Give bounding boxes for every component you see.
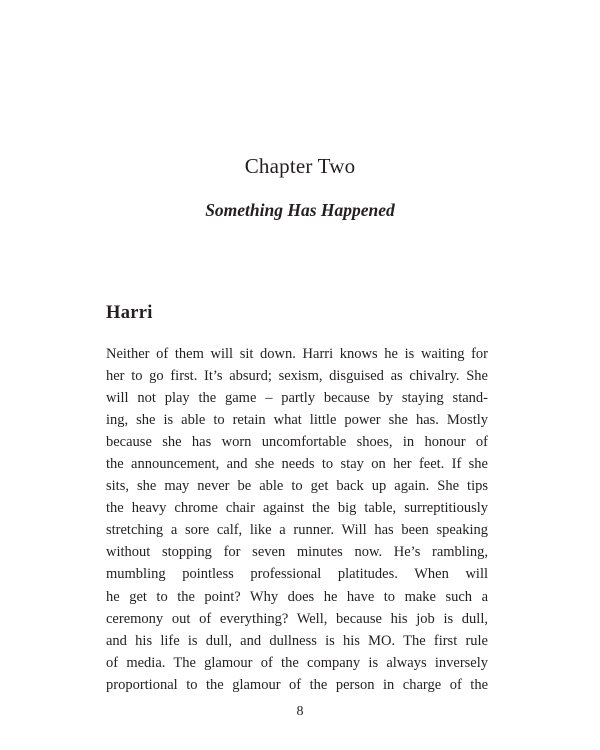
chapter-title: Chapter Two (244, 154, 356, 178)
text-line: proportional to the glamour of the person in charge of the (106, 676, 488, 693)
text-line: Neither of them will sit down. Harri knows he is waiting for (106, 346, 488, 362)
text-line: will not play the game – partly because by staying stand- (106, 390, 488, 407)
text-line: sits, she may never be able to get back up again. She tips (106, 478, 488, 495)
chapter-subtitle: Something Has Happened (205, 200, 395, 220)
body-paragraph (106, 343, 488, 696)
text-line: because she has worn uncomfortable shoes, in honour of (106, 434, 488, 451)
text-line: stretching a sore calf, like a runner. Will has been speaking (106, 522, 488, 539)
text-line: mumbling pointless professional platitudes. When will (106, 566, 488, 583)
text-line: the announcement, and she needs to stay on her feet. If she (106, 456, 488, 473)
page-number: 8 (296, 704, 304, 719)
text-line: the heavy chrome chair against the big table, surreptitiously (106, 500, 488, 517)
text-line: of media. The glamour of the company is always inversely (106, 654, 488, 671)
text-line: without stopping for seven minutes now. He’s rambling, (106, 544, 488, 561)
text-line: he get to the point? Why does he have to make such a (106, 588, 488, 605)
section-heading: Harri (106, 303, 153, 323)
text-line: ing, she is able to retain what little power she has. Mostly (106, 412, 488, 429)
text-line: ceremony out of everything? Well, because his job is dull, (106, 610, 488, 627)
text-line: her to go first. It’s absurd; sexism, disguised as chivalry. She (106, 368, 488, 385)
text-line: and his life is dull, and dullness is his MO. The first rule (106, 632, 488, 649)
